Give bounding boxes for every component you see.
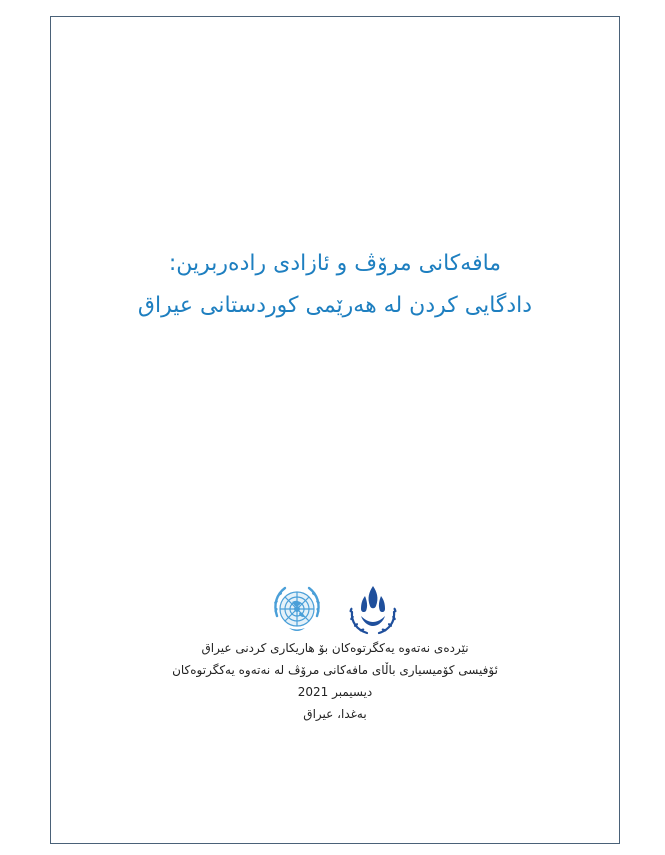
- footer-line-mission: نێردەی نەتەوە یەکگرتوەکان بۆ هاریکاری کردنی عیراق: [201, 641, 469, 655]
- footer-line-date: دیسیمبر 2021: [297, 685, 373, 699]
- un-emblem-icon: [267, 582, 327, 638]
- footer-line-location: بەغدا، عیراق: [303, 707, 367, 721]
- document-title: [51, 243, 619, 327]
- title-line-2: دادگایی کردن لە هەرێمی کوردستانی عیراق: [137, 293, 533, 318]
- ohchr-emblem-icon: [343, 582, 403, 638]
- footer-line-office: ئۆفیسی کۆمیسیاری باڵای مافەکانی مرۆڤ لە نەتەوە یەکگرتوەکان: [172, 663, 498, 677]
- publisher-info: [51, 637, 619, 725]
- document-page: [50, 16, 620, 844]
- title-line-1: مافەکانی مرۆڤ و ئازادی رادەربرین:: [168, 251, 502, 276]
- logo-row: [51, 582, 619, 638]
